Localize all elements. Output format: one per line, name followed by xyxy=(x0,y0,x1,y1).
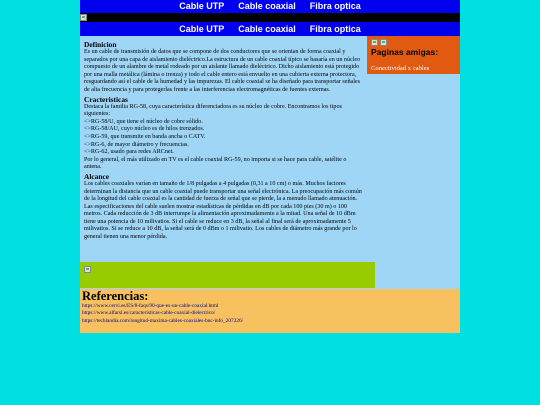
nav-link-cable-utp[interactable]: Cable UTP xyxy=(179,1,225,11)
nav-link-fibra-optica[interactable]: Fibra optica xyxy=(309,24,361,34)
friend-pages-title: Paginas amigas: xyxy=(371,47,439,57)
reference-link[interactable]: https://www.alfarsl.es/caracteristicas-cable-coaxial-dielectrico/ xyxy=(82,310,216,317)
caracteristicas-line: <>RG-59, que transmite en banda ancha o CATV. xyxy=(84,133,206,140)
caracteristicas-line: Por lo general, el más utilizado en TV es el cable coaxial RG-59, no importa si se hace para cable, satélite o antena. xyxy=(84,156,347,171)
definicion-heading: Definicion xyxy=(84,40,117,49)
nav-link-cable-coaxial[interactable]: Cable coaxial xyxy=(238,24,296,34)
caracteristicas-line: Destaca la familia RG-58, cuya característica diferenciadora es su núcleo de cobre. Encontramos los tipos siguientes: xyxy=(84,103,342,118)
main-content xyxy=(80,36,367,289)
alcance-heading: Alcance xyxy=(84,171,110,181)
broken-image-icon xyxy=(84,266,91,273)
nav-link-fibra-optica[interactable]: Fibra optica xyxy=(309,1,361,11)
references-section xyxy=(80,289,460,333)
definicion-text: Es un cable de transmisión de datos que se compone de dos conductores que se orientan de forma coaxial y separados por una capa de aislamiento dieléctrico.La estructura de un cable coaxial típico se basaría en un núcleo compuesto de un alambre de metal rodeado por un aislante llamado dieléctrico. Dicho aislamiento está protegido por una malla metálica (lámina o trenza) y todo el cable entero está envuelto en una cubierta externa protectora, resguardando así el cable de la humedad y las impurezas. El cable coaxial se ha diseñado para transportar señales de alta frecuencia y para protegerlas frente a las interferencias electromagnéticas de fuentes externas. xyxy=(84,49,361,93)
caracteristicas-heading: Cracteristicas xyxy=(84,94,128,104)
secondary-nav-bar xyxy=(80,22,460,36)
caracteristicas-line: <>RG-62, usado para redes ARCnet. xyxy=(84,149,174,156)
caracteristicas-line: <>RG-58/U, que tiene el núcleo de cobre sólido. xyxy=(84,118,203,125)
nav-link-cable-utp[interactable]: Cable UTP xyxy=(179,24,225,34)
caracteristicas-line: <>RG-58/AU, cuyo núcleo es de hilos trenzados. xyxy=(84,126,205,133)
friend-pages-box xyxy=(367,36,460,74)
references-heading: Referencias: xyxy=(82,289,149,303)
broken-image-icon xyxy=(380,39,387,46)
banner-bar xyxy=(80,13,460,22)
caracteristicas-line: <>RG-6, de mayor diámetro y frecuencias. xyxy=(84,141,189,148)
friend-page-link[interactable]: Conectividad x cables xyxy=(371,65,430,72)
broken-image-icon xyxy=(80,14,87,21)
broken-image-icon xyxy=(371,39,378,46)
reference-link[interactable]: https://www.cervi.es/ES/8-faqs/90-que-es-un-cable-coaxial.html xyxy=(82,303,219,309)
reference-link[interactable]: https://techlandia.com/longitud-maxima-cables-coaxiales-bnc-info_207226/ xyxy=(82,317,244,324)
green-image-box xyxy=(80,262,375,288)
alcance-text: Los cables coaxiales varían en tamaño de 1/8 pulgadas a 4 pulgadas (0,31 a 10 cm) o más. Muchos factores determinan la distancia que un cable coaxial puede transportar una señal electrónica. La preocupación más común de la longitud del cable coaxial es la cantidad de fuerza de señal que se pierde, la a menudo llamado atenuación. Las especificaciones del cable suelen mostrar estadísticas de pérdidas en dB por cada 100 pies (30 m) o 100 metros. Cada reducción de 3 dB interrumpe la alimentación aproximadamente a la mitad. Una señal de 10 dBm tiene una potencia de 10 milivatios. Si el cable se reduce en 3 dB, la señal al final será de aproximadamente 5 milivatios. Si se reduce a 10 dB, la señal será de 0 dBm o 1 milivatio. Los cables de diámetro más grande por lo general tienen una menor pérdida. xyxy=(84,180,362,241)
top-nav-bar xyxy=(80,0,460,13)
nav-link-cable-coaxial[interactable]: Cable coaxial xyxy=(238,1,296,11)
